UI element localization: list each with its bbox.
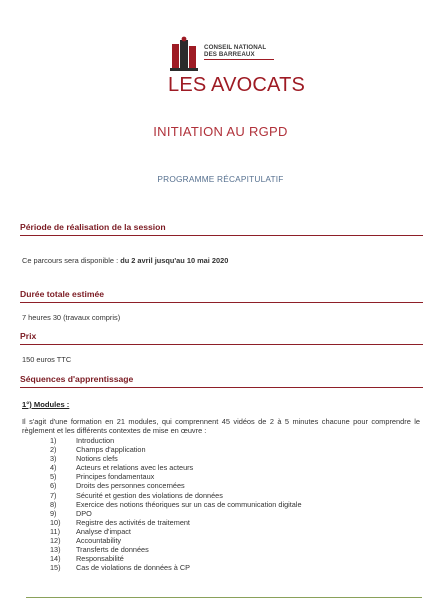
periode-text (22, 256, 228, 265)
document-title: INITIATION AU RGPD (153, 124, 288, 139)
list-item (50, 536, 302, 545)
module-list (50, 436, 302, 572)
list-item (50, 545, 302, 554)
list-item (50, 436, 302, 445)
module-number: 1) (50, 436, 57, 445)
document-subtitle: PROGRAMME RÉCAPITULATIF (157, 174, 284, 184)
duree-text: 7 heures 30 (travaux compris) (22, 313, 121, 322)
module-label: Introduction (76, 436, 115, 445)
module-number: 9) (50, 508, 57, 518)
list-item (50, 454, 302, 463)
prix-text: 150 euros TTC (22, 355, 72, 364)
list-item (50, 563, 302, 572)
module-number: 3) (50, 454, 57, 464)
logo-wordmark: LES AVOCATS (168, 74, 306, 96)
module-number: 5) (50, 472, 57, 482)
module-label: Exercice des notions théoriques sur un cas de communication digitale (76, 499, 302, 509)
module-label: Responsabilité (76, 554, 124, 564)
module-label: Sécurité et gestion des violations de données (76, 490, 223, 500)
list-item (50, 472, 302, 481)
module-number: 7) (50, 490, 57, 500)
module-number: 2) (50, 445, 57, 455)
section-heading-prix: Prix (20, 331, 423, 345)
periode-dates: du 2 avril jusqu'au 10 mai 2020 (120, 256, 229, 265)
module-label: Cas de violations de données à CP (76, 563, 190, 573)
module-label: Droits des personnes concernées (76, 481, 185, 491)
list-item (50, 445, 302, 454)
logo-org-line2: DES BARREAUX (204, 51, 255, 58)
list-item (50, 500, 302, 509)
module-label: DPO (76, 508, 92, 518)
module-label: Principes fondamentaux (76, 472, 155, 482)
modules-intro: Il s'agit d'une formation en 21 modules, qui comprennent 45 vidéos de 2 à 5 minutes chacune pour comprendre le règlement et les différents contextes de mise en œuvre : (22, 417, 420, 435)
logo-divider (204, 59, 274, 60)
module-label: Registre des activités de traitement (76, 517, 190, 527)
module-number: 14) (50, 554, 61, 564)
module-label: Champs d'application (76, 445, 146, 455)
list-item (50, 554, 302, 563)
section-heading-periode: Période de réalisation de la session (20, 222, 423, 236)
section-heading-duree: Durée totale estimée (20, 289, 423, 303)
logo-org-line1: CONSEIL NATIONAL (204, 44, 267, 51)
list-item (50, 481, 302, 490)
module-number: 12) (50, 536, 61, 546)
module-label: Transferts de données (76, 545, 149, 555)
list-item (50, 463, 302, 472)
module-number: 15) (50, 563, 61, 573)
section-heading-sequences: Séquences d'apprentissage (20, 374, 423, 388)
cnb-emblem-icon (168, 36, 202, 72)
module-number: 4) (50, 463, 57, 473)
periode-text-prefix: Ce parcours sera disponible : (22, 256, 121, 265)
list-item (50, 518, 302, 527)
module-number: 8) (50, 499, 57, 509)
module-label: Acteurs et relations avec les acteurs (76, 463, 194, 473)
module-label: Analyse d'impact (76, 526, 131, 536)
list-item (50, 509, 302, 518)
module-number: 6) (50, 481, 57, 491)
module-label: Notions clefs (76, 454, 118, 464)
list-item (50, 527, 302, 536)
footer-divider (26, 597, 422, 598)
modules-heading: 1°) Modules : (22, 400, 70, 409)
module-label: Accountability (76, 536, 122, 546)
module-number: 13) (50, 545, 61, 555)
list-item (50, 491, 302, 500)
module-number: 11) (50, 526, 61, 536)
module-number: 10) (50, 517, 61, 527)
cnb-logo (168, 36, 306, 96)
